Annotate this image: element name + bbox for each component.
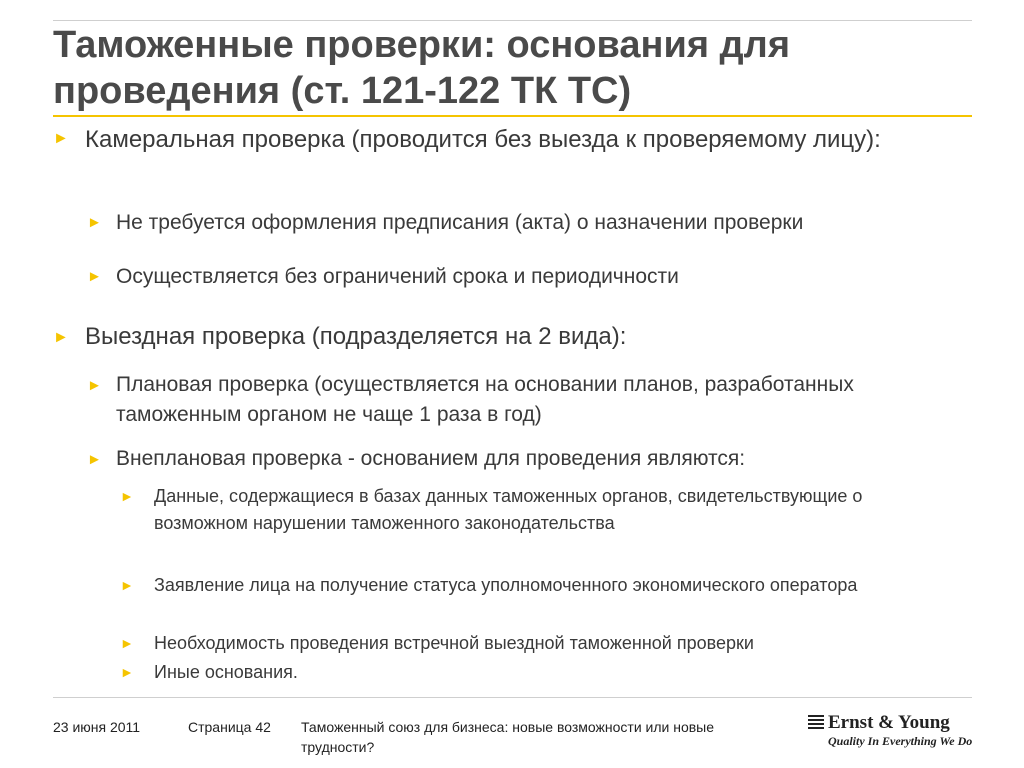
logo-bars-icon [808,715,824,729]
bullet-planned-audit: Плановая проверка (осуществляется на основании планов, разработанных таможенным органом не чаще 1 раза в год) [116,373,854,426]
bullet-counter-audit: Необходимость проведения встречной выездной таможенной проверки [154,633,754,653]
bullet-arrow-icon: ► [120,488,134,504]
logo-name: Ernst & Young [828,712,950,733]
bullet-unplanned-audit: Внеплановая проверка - основанием для проведения являются: [116,447,746,470]
bullet-database-data: Данные, содержащиеся в базах данных таможенных органов, свидетельствующие о возможном нарушении таможенного законодательства [154,486,863,533]
footer-event-title: Таможенный союз для бизнеса: новые возможности или новые трудности? [301,719,715,755]
bullet-no-order: Не требуется оформления предписания (акта) о назначении проверки [116,211,804,234]
logo-tagline: Quality In Everything We Do [828,734,973,748]
bullet-desk-audit: Камеральная проверка (проводится без выезда к проверяемому лицу): [85,126,881,153]
footer-date: 23 июня 2011 [53,719,141,735]
bullet-arrow-icon: ► [53,130,69,147]
bullet-arrow-icon: ► [87,214,102,231]
bullet-arrow-icon: ► [120,577,134,593]
footer-page-number: Страница 42 [188,719,271,735]
footer-divider [53,697,972,698]
ernst-young-logo [808,712,978,749]
title-underline [53,115,972,117]
bullet-arrow-icon: ► [53,329,69,346]
bullet-no-limits: Осуществляется без ограничений срока и периодичности [116,265,679,288]
bullet-arrow-icon: ► [87,451,102,468]
slide-title: Таможенные проверки: основания для проведения (ст. 121-122 ТК ТС) [53,24,790,112]
bullet-field-audit: Выездная проверка (подразделяется на 2 вида): [85,323,627,350]
bullet-aeo-application: Заявление лица на получение статуса уполномоченного экономического оператора [154,575,858,595]
bullet-other-grounds: Иные основания. [154,662,298,682]
bullet-arrow-icon: ► [87,377,102,394]
bullet-arrow-icon: ► [120,664,134,680]
bullet-arrow-icon: ► [87,268,102,285]
top-divider [53,20,972,21]
bullet-arrow-icon: ► [120,635,134,651]
